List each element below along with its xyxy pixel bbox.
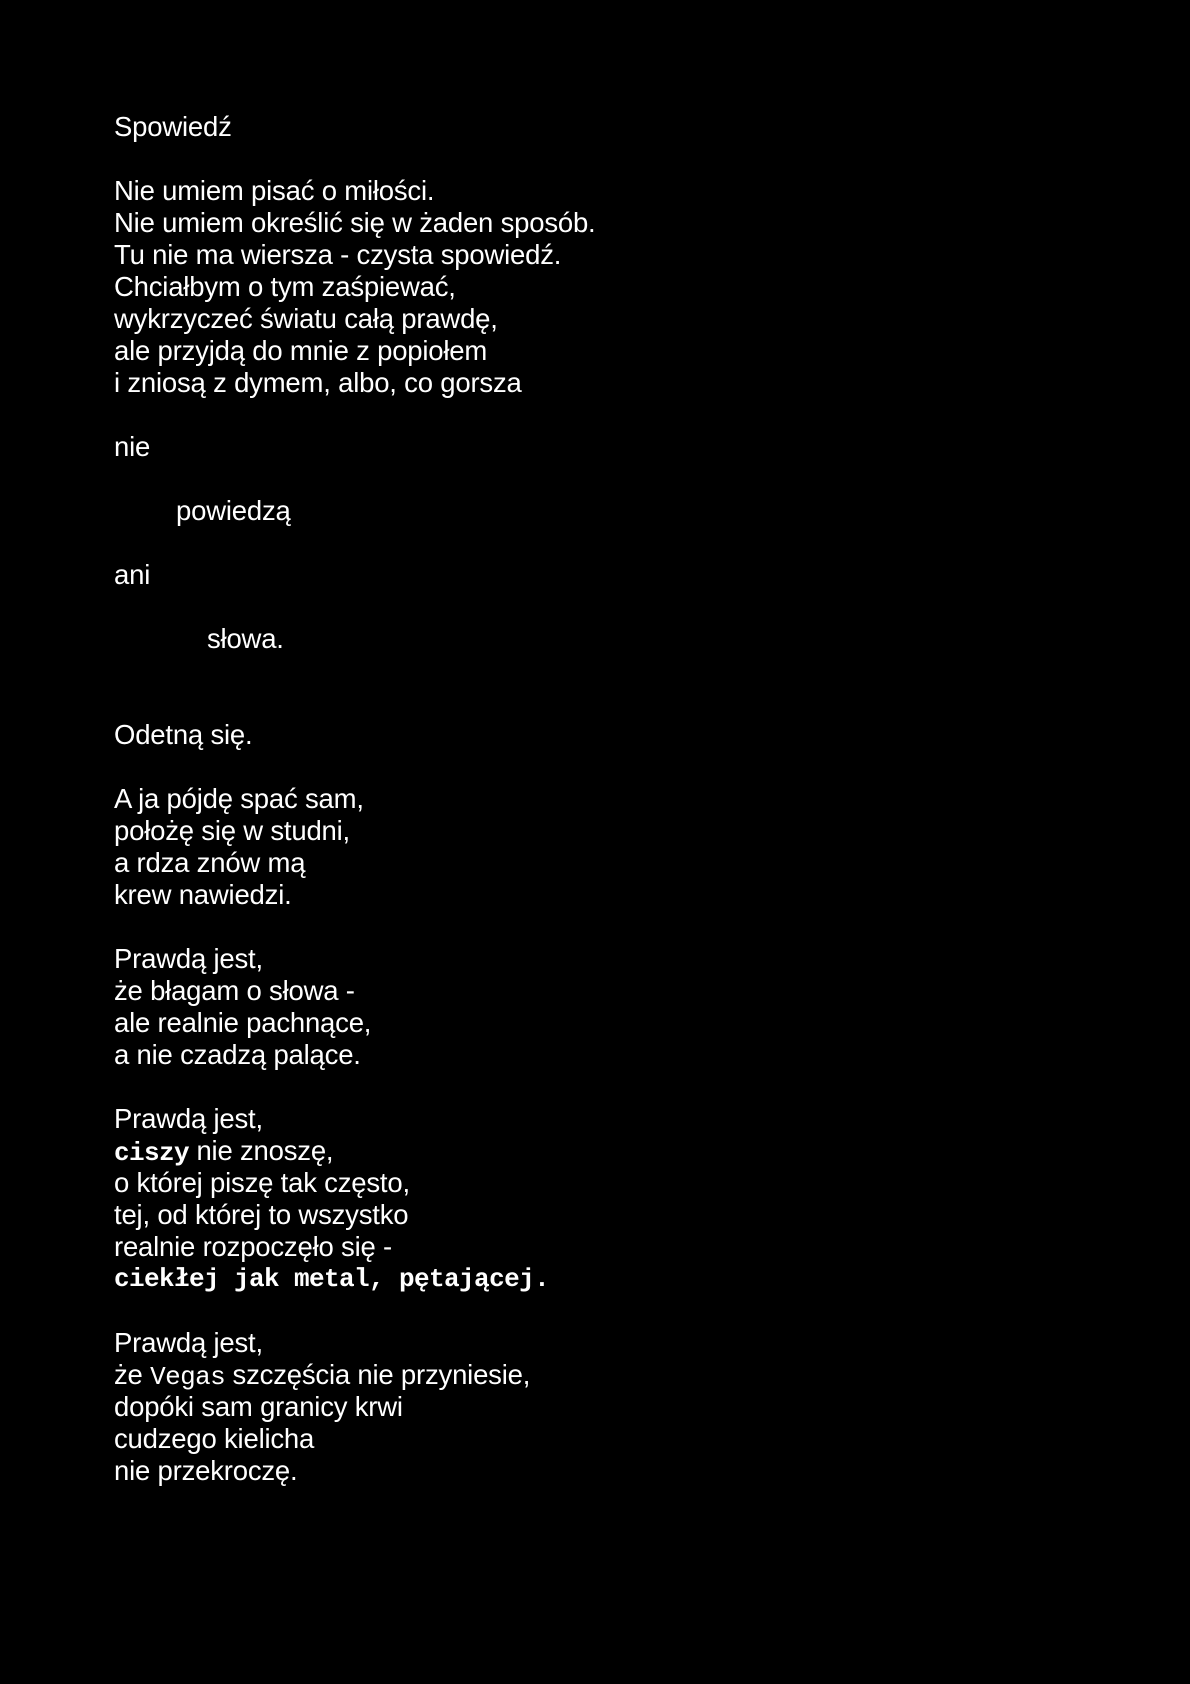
poem-line-rest: szczęścia nie przyniesie, (225, 1359, 531, 1390)
poem-line: A ja pójdę spać sam, (114, 783, 364, 814)
poem-page (114, 111, 1114, 1487)
poem-line: tej, od której to wszystko (114, 1199, 409, 1230)
poem-line: wykrzyczeć światu całą prawdę, (114, 303, 498, 334)
poem-title: Spowiedź (114, 111, 232, 142)
poem-line-mixed (114, 1359, 1114, 1391)
poem-line: nie przekroczę. (114, 1455, 298, 1486)
poem-line: realnie rozpoczęło się - (114, 1231, 392, 1262)
poem-line: Prawdą jest, (114, 1103, 263, 1134)
poem-line: a rdza znów mą (114, 847, 306, 878)
poem-line: cudzego kielicha (114, 1423, 315, 1454)
poem-line: a nie czadzą palące. (114, 1039, 361, 1070)
poem-line: ale realnie pachnące, (114, 1007, 372, 1038)
poem-line: Prawdą jest, (114, 1327, 263, 1358)
poem-line-odetna: Odetną się. (114, 719, 253, 750)
blank-line (114, 399, 1114, 431)
poem-line: Tu nie ma wiersza - czysta spowiedź. (114, 239, 562, 270)
blank-line (114, 751, 1114, 783)
poem-line: położę się w studni, (114, 815, 350, 846)
typewriter-word: Vegas (150, 1362, 226, 1392)
blank-line (114, 1071, 1114, 1103)
poem-line: ale przyjdą do mnie z popiołem (114, 335, 488, 366)
poem-line: Chciałbym o tym zaśpiewać, (114, 271, 456, 302)
poem-line: Prawdą jest, (114, 943, 263, 974)
poem-line-mixed (114, 1135, 1114, 1167)
poem-line-rest: nie znoszę, (189, 1135, 334, 1166)
poem-word-ani: ani (114, 559, 151, 590)
poem-line-pre: że (114, 1359, 151, 1390)
poem-line: Nie umiem pisać o miłości. (114, 175, 435, 206)
blank-line (114, 911, 1114, 943)
poem-line: o której piszę tak często, (114, 1167, 410, 1198)
blank-line (114, 527, 1114, 559)
poem-word-powiedza: powiedzą (176, 495, 291, 526)
poem-line: dopóki sam granicy krwi (114, 1391, 403, 1422)
blank-line (114, 143, 1114, 175)
poem-line: i zniosą z dymem, albo, co gorsza (114, 367, 522, 398)
poem-word-nie: nie (114, 431, 151, 462)
poem-line: że błagam o słowa - (114, 975, 355, 1006)
blank-line (114, 655, 1114, 719)
blank-line (114, 1295, 1114, 1327)
poem-word-slowa: słowa. (207, 623, 284, 654)
poem-line: krew nawiedzi. (114, 879, 292, 910)
blank-line (114, 591, 1114, 623)
poem-line: Nie umiem określić się w żaden sposób. (114, 207, 596, 238)
blank-line (114, 463, 1114, 495)
typewriter-line: ciekłej jak metal, pętającej. (114, 1264, 550, 1294)
typewriter-word: ciszy (114, 1138, 190, 1168)
